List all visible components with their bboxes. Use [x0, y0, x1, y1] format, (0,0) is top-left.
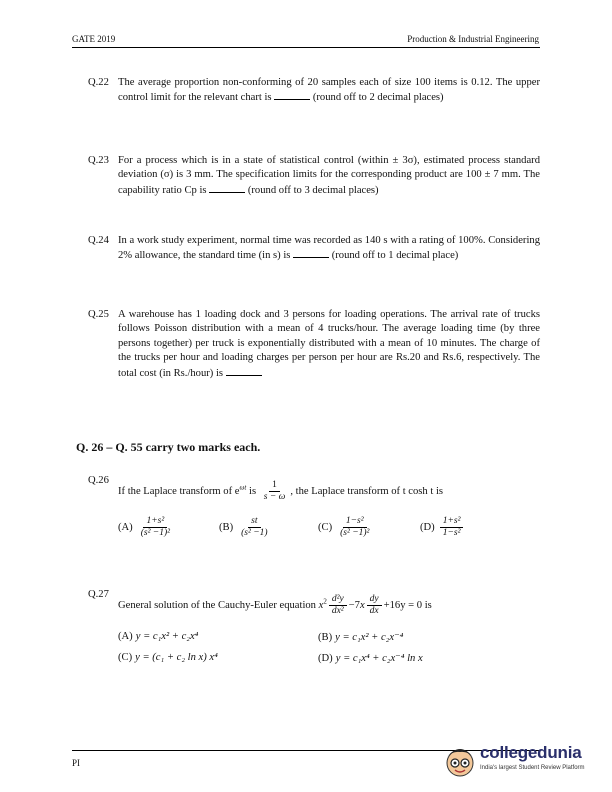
- option-label: (D): [420, 522, 435, 533]
- option-label: (B): [318, 631, 333, 643]
- question-27: Q.27 General solution of the Cauchy-Euler equation $x^2$ $\frac{\text{d²y}}{\text{dx²}}$ −7x $\frac{dy}{dx}$ +16y = 0 is: [88, 589, 432, 616]
- header-rule: [72, 47, 540, 48]
- equation-tail: +16y = 0 is: [383, 599, 432, 611]
- first-derivative: $\frac{dy}{dx}$: [367, 594, 382, 617]
- mascot-icon: [442, 743, 478, 779]
- question-22: [88, 76, 540, 106]
- question-text: A warehouse has 1 loading dock and 3 persons for loading operations. The arrival rate of trucks follows Poisson distribution with a mean of 4 trucks/hour. The average loading time (by three persons together) per truck is exponentially distributed with a mean of 10 minutes. The charge of the trucks per hour and loading charges per person per hour are Rs.20 and Rs.6, respectively. The total cost (in Rs./hour) is: [118, 309, 540, 379]
- option-label: (B): [219, 522, 234, 533]
- answer-blank: [274, 90, 310, 100]
- question-text: In a work study experiment, normal time was recorded as 140 s with a rating of 100%. Considering 2% allowance, the standard time (in s) is: [118, 235, 540, 262]
- question-text: If the Laplace transform of e: [118, 485, 240, 497]
- option-c[interactable]: [118, 652, 218, 663]
- option-a[interactable]: [118, 631, 198, 642]
- footer-page-code: PI: [72, 758, 81, 768]
- option-d[interactable]: [318, 652, 423, 664]
- option-denominator: (s² −1)²: [340, 528, 370, 538]
- option-numerator: st: [248, 516, 260, 528]
- exponent: ωt: [239, 483, 247, 492]
- question-text: The average proportion non-conforming of 20 samples each of size 100 items is 0.12. The upper control limit for the relevant chart is: [118, 77, 540, 104]
- option-text: y = c₁x² + c₂x⁴: [135, 631, 199, 642]
- question-tail: (round off to 1 decimal place): [331, 250, 459, 262]
- second-derivative: $\frac{\text{d²y}}{\text{dx²}}$: [329, 594, 347, 617]
- fraction: [261, 480, 289, 503]
- question-number: Q.22: [88, 77, 109, 88]
- option-label: (A): [118, 522, 133, 533]
- option-denominator: (s² −1): [241, 528, 268, 538]
- option-denominator: 1−s²: [442, 528, 461, 538]
- question-23: [88, 154, 540, 198]
- option-b[interactable]: [318, 631, 403, 643]
- option-denominator: (s² −1)²: [140, 528, 170, 538]
- question-number: Q.27: [88, 589, 109, 600]
- option-numerator: 1+s²: [440, 516, 464, 528]
- is-word: is: [249, 485, 257, 497]
- option-text: y = c₁x² + c₂x⁻⁴: [335, 632, 404, 643]
- question-26: [88, 474, 540, 503]
- question-tail: (round off to 2 decimal places): [312, 92, 444, 104]
- fraction-denominator: s − ω: [263, 492, 286, 502]
- option-numerator: 1+s²: [143, 516, 167, 528]
- question-number: Q.23: [88, 155, 109, 166]
- option-b[interactable]: [219, 516, 273, 539]
- answer-blank: [226, 366, 262, 376]
- option-numerator: 1−s²: [343, 516, 367, 528]
- header-left: GATE 2019: [72, 34, 116, 44]
- option-d[interactable]: [420, 516, 465, 539]
- answer-blank: [293, 248, 329, 258]
- question-text: General solution of the Cauchy-Euler equation: [118, 599, 316, 611]
- question-number: Q.26: [88, 475, 109, 486]
- brand-tagline: India's largest Student Review Platform: [480, 765, 585, 771]
- question-number: Q.24: [88, 235, 109, 246]
- collegedunia-logo: [440, 743, 600, 779]
- option-text: y = (c₁ + c₂ ln x) x⁴: [135, 652, 218, 663]
- section-title: Q. 26 – Q. 55 carry two marks each.: [76, 440, 261, 454]
- option-text: y = c₁x⁴ + c₂x⁻⁴ ln x: [335, 653, 423, 664]
- question-tail: (round off to 3 decimal places): [247, 184, 379, 196]
- header-right: Production & Industrial Engineering: [407, 34, 539, 44]
- option-label: (C): [318, 522, 333, 533]
- question-25: [88, 308, 540, 381]
- option-a[interactable]: [118, 516, 175, 539]
- question-number: Q.25: [88, 309, 109, 320]
- answer-blank: [209, 183, 245, 193]
- option-c[interactable]: [318, 516, 374, 539]
- option-label: (A): [118, 631, 133, 642]
- option-label: (D): [318, 652, 333, 664]
- fraction-numerator: 1: [269, 480, 280, 492]
- question-text: For a process which is in a state of statistical control (within ± 3σ), estimated process standard deviation (σ) is 3 mm. The specification limits for the corresponding product are 100 ± 7 mm. The capability ratio Cp is: [118, 155, 540, 196]
- question-tail: , the Laplace transform of t cosh t is: [290, 485, 444, 497]
- question-24: [88, 234, 540, 264]
- option-label: (C): [118, 652, 133, 663]
- brand-name: collegedunia: [480, 743, 582, 762]
